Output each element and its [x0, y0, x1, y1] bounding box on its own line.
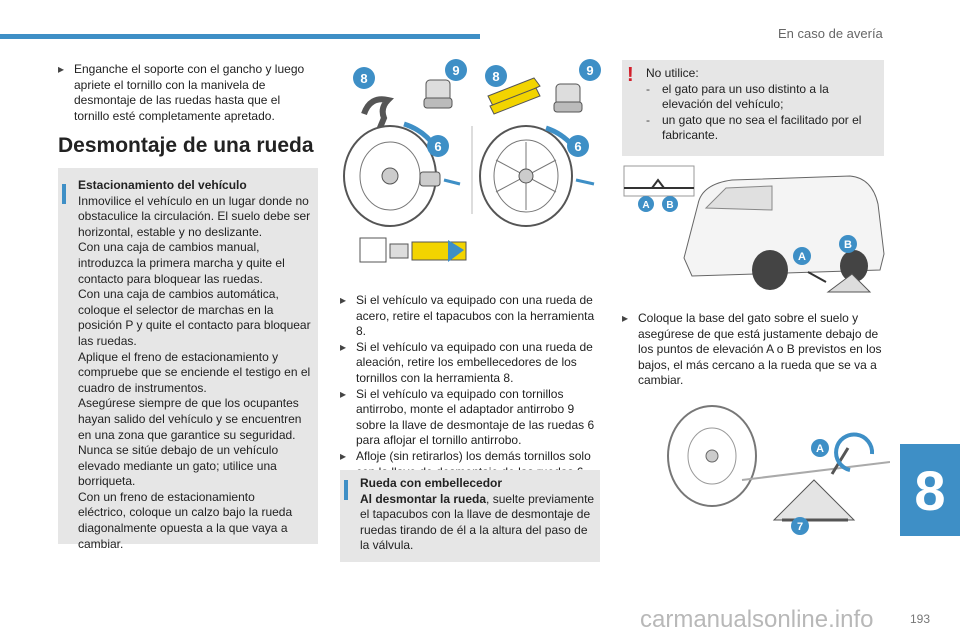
callout-9b: [579, 59, 601, 81]
jack-wheel: [668, 406, 756, 506]
svg-text:8: 8: [360, 71, 368, 86]
col2-bullets: [340, 293, 598, 480]
warning-item: - un gato que no sea el facilitado por el fabricante.: [646, 112, 862, 143]
bullet-text: Afloje (sin retirarlos) los demás tornillos solo: [356, 448, 591, 463]
svg-text:A: A: [642, 200, 650, 211]
intro-bullet-text: Enganche el soporte con el gancho y luego apriete el tornillo con la manivela de desmontaje de las ruedas hasta que el tornillo esté completamente apretado.: [74, 62, 305, 123]
parking-info-line: elevado mediante un gato; utilice una: [78, 458, 277, 473]
parking-info-line: hayan salido del vehículo y se encuentren: [78, 411, 302, 426]
parking-info-line: cuadro de instrumentos.: [78, 380, 207, 395]
hubcap-info-body: Al desmontar la rueda, suelte previamente el tapacubos con la llave de desmontaje de ruedas tirando de él a la altura del paso de la válvula.: [360, 491, 595, 553]
parking-info-line: las ruedas.: [78, 333, 137, 348]
parking-info-line: Inmovilice el vehículo en un lugar donde no: [78, 193, 309, 208]
bullet-steel-wheel: ▸ Si el vehículo va equipado con una rueda de acero, retire el tapacubos con la herramienta 8.: [340, 293, 598, 340]
parking-info-text: [78, 178, 314, 552]
svg-text:A: A: [798, 251, 806, 263]
page-number: 193: [910, 612, 931, 626]
warning-box: [622, 60, 884, 156]
steel-wheel: [344, 126, 440, 226]
callout-a-jack: [811, 439, 829, 457]
bullet-text: Si el vehículo va equipado con tornillos antirrobo, monte el adaptador antirrobo 9 sobre la llave de desmontaje de las ruedas 6 para aflojar el tornillo antirrobo.: [356, 386, 595, 448]
header-bar: [0, 34, 480, 39]
warning-icon: !: [627, 64, 634, 86]
col3-bullet: [622, 311, 884, 389]
warning-text: [646, 66, 878, 144]
parking-info-lines: [78, 194, 314, 553]
callout-9a: [445, 59, 467, 81]
van-body: [684, 176, 884, 290]
intro-bullet: [58, 62, 310, 124]
parking-info-line: en una zona que garantice su seguridad.: [78, 427, 296, 442]
callout-7: [791, 517, 809, 535]
bullet-marker: ▸: [622, 311, 629, 325]
parking-info-line: Con una caja de cambios automática,: [78, 287, 279, 302]
parking-info-line: introduzca la primera marcha y quite el: [78, 255, 285, 270]
hubcap-info-box: [340, 470, 600, 562]
watermark: carmanualsonline.info: [640, 606, 874, 633]
parking-info-line: eléctrico, coloque un calzo bajo la rueda: [78, 505, 293, 520]
info-icon: [344, 480, 348, 500]
bullet-text: Si el vehículo va equipado con una rueda de aleación, retire los embellecedores de los tornillos con la herramienta 8.: [356, 339, 593, 385]
svg-text:A: A: [816, 443, 824, 455]
pull-arrow-left: [444, 180, 460, 184]
callout-b-small: [662, 196, 678, 212]
pointer-line: [808, 272, 826, 282]
svg-text:6: 6: [434, 139, 442, 154]
van-illustration: [622, 164, 892, 304]
hubcap-info-text: [360, 476, 596, 554]
jack-illustration: [622, 400, 890, 540]
callout-6a: [427, 135, 449, 157]
parking-info-line: Nunca se sitúe debajo de un vehículo: [78, 443, 279, 458]
antitheft-adapter-9b: [554, 84, 582, 112]
parking-info-line: contacto para bloquear las ruedas.: [78, 271, 263, 286]
chapter-number-tab: 8: [900, 444, 960, 536]
parking-info-line: posición P y quite el contacto para bloquear: [78, 318, 311, 333]
info-icon: [62, 184, 66, 204]
section-title: En caso de avería: [778, 26, 883, 41]
parking-info-line: horizontal, estable y no deslizante.: [78, 224, 263, 239]
parking-info-line: Con una caja de cambios manual,: [78, 240, 260, 255]
bullet-antitheft: ▸ Si el vehículo va equipado con tornillos antirrobo, monte el adaptador antirrobo 9 sobre la llave de desmontaje de las ruedas 6 para aflojar el tornillo antirrobo.: [340, 387, 598, 449]
wheel-illustrations: [340, 56, 610, 276]
parking-info-line: Aplique el freno de estacionamiento y: [78, 349, 279, 364]
section-heading: Desmontaje de una rueda: [58, 134, 314, 157]
svg-text:9: 9: [586, 63, 594, 78]
callout-b-large: [839, 235, 857, 253]
pull-arrow-right: [576, 180, 594, 184]
svg-text:8: 8: [492, 69, 500, 84]
parking-info-line: borriqueta.: [78, 474, 136, 489]
bullet-marker: ▸: [58, 62, 65, 76]
bullet-text: Si el vehículo va equipado con una rueda de acero, retire el tapacubos con la herramienta 8.: [356, 293, 595, 339]
parking-info-line: Asegúrese siempre de que los ocupantes: [78, 396, 299, 411]
svg-text:6: 6: [574, 139, 582, 154]
parking-info-line: obstaculice la circulación. El suelo debe ser: [78, 209, 311, 224]
callout-a-large: [793, 247, 811, 265]
svg-text:7: 7: [796, 521, 804, 533]
bullet-loosen: ▸ Afloje (sin retirarlos) los demás tornillos solo: [340, 449, 598, 480]
svg-text:9: 9: [452, 63, 460, 78]
parking-info-line: compruebe que se enciende el testigo en el: [78, 365, 311, 380]
callout-a-small: [638, 196, 654, 212]
parking-info-box: [58, 168, 318, 551]
bullet-alloy-wheel: ▸ Si el vehículo va equipado con una rueda de aleación, retire los embellecedores de los tornillos con la herramienta 8.: [340, 340, 598, 387]
parking-info-line: Con un freno de estacionamiento: [78, 489, 255, 504]
adapter-assembly: [360, 238, 466, 262]
svg-text:B: B: [844, 239, 852, 251]
parking-info-line: cambiar.: [78, 536, 124, 551]
svg-text:B: B: [666, 200, 674, 211]
callout-8a: [353, 67, 375, 89]
warning-item: - el gato para un uso distinto a la elevación del vehículo;: [646, 81, 829, 112]
parking-info-title: Estacionamiento del vehículo: [78, 178, 247, 192]
warning-title: No utilice:: [646, 66, 699, 80]
scissor-jack: [774, 448, 854, 520]
parking-info-line: coloque el selector de marchas en la: [78, 302, 274, 317]
hubcap-info-title: Rueda con embellecedor: [360, 476, 503, 490]
antitheft-adapter-9: [424, 80, 452, 108]
col3-bullet-text: Coloque la base del gato sobre el suelo y asegúrese de que está justamente debajo de los puntos de elevación A o B previstos en los bajos, el más cercano a la rueda que se va a cambiar.: [638, 311, 882, 388]
jack-point-detail: [624, 166, 694, 196]
callout-8b: [485, 65, 507, 87]
alloy-wheel: [480, 126, 572, 226]
parking-info-line: diagonalmente opuesta a la que vaya a: [78, 521, 288, 536]
callout-6b: [567, 135, 589, 157]
